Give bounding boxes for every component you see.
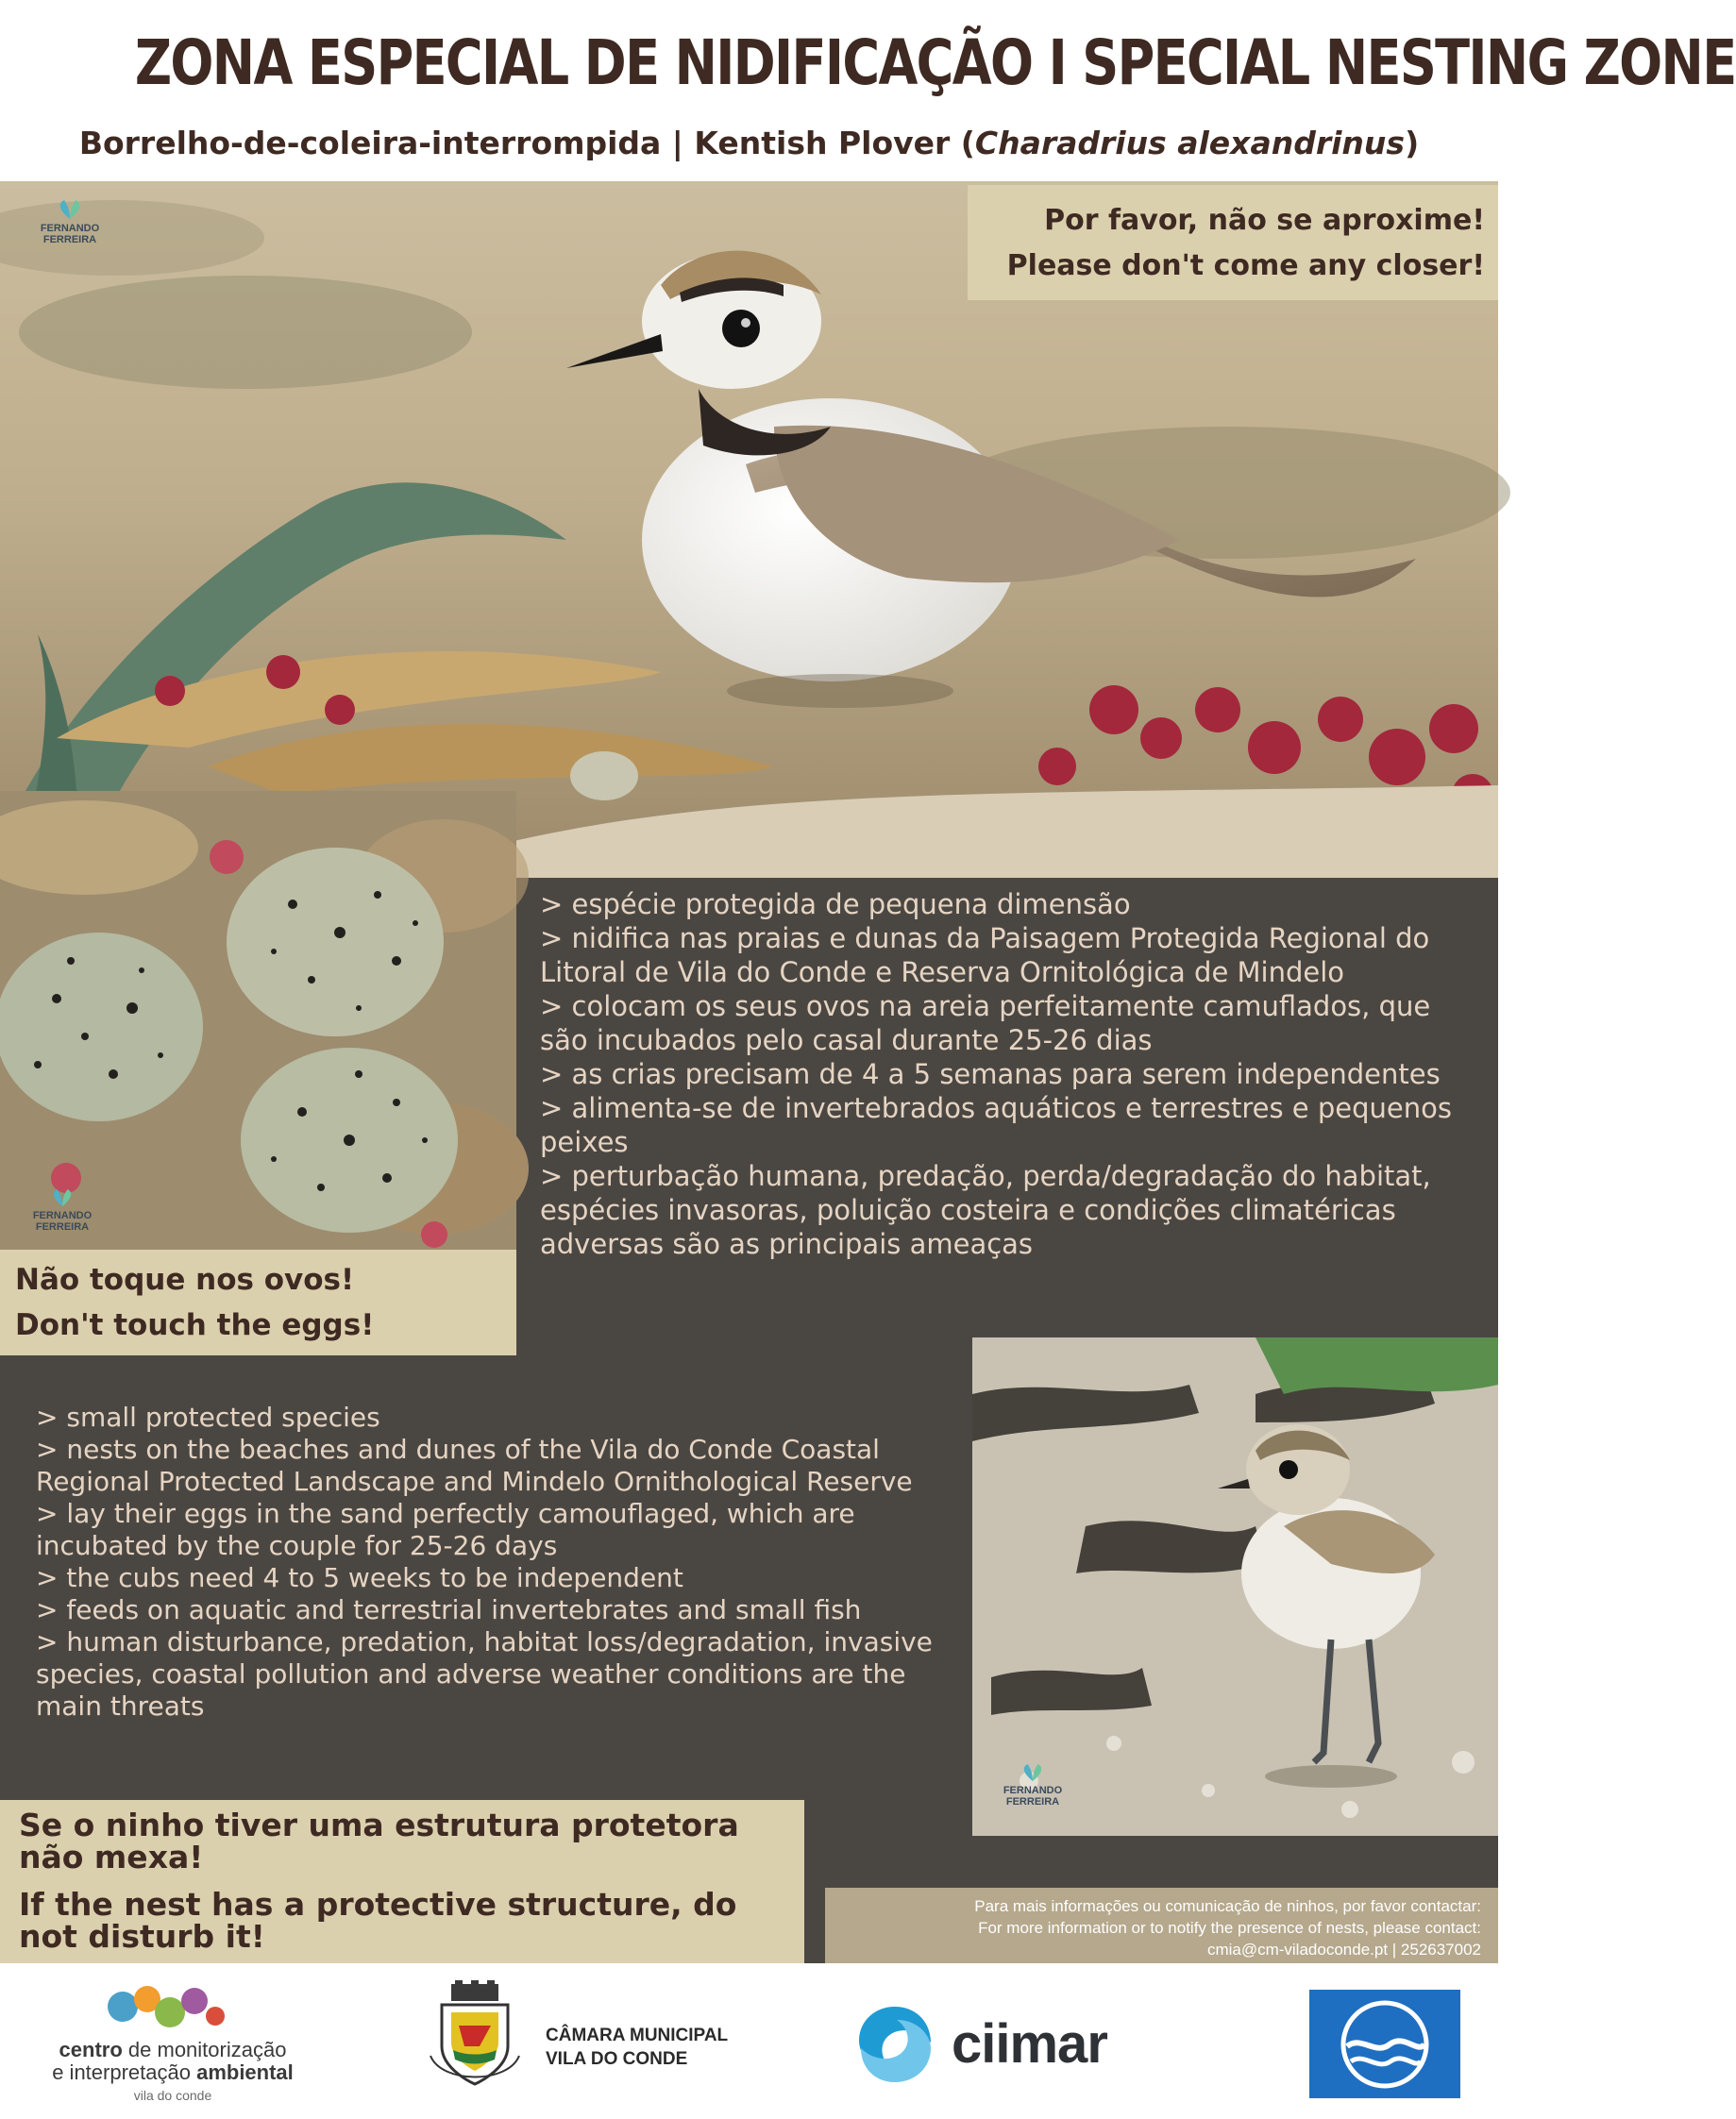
photo-credit-name: FERNANDO FERREIRA (40, 223, 100, 245)
fact-en-item: > nests on the beaches and dunes of the Vila do Conde Coastal Regional Protected Landscape and Mindelo Ornithological Reserve (36, 1434, 913, 1497)
subtitle-en: Kentish Plover ( (694, 125, 975, 161)
chick-photo-credit-name: FERNANDO FERREIRA (1003, 1785, 1063, 1808)
fact-en-item: > lay their eggs in the sand perfectly camouflaged, which are incubated by the couple for 25-26 days (36, 1498, 855, 1561)
eggs-warning-box (0, 1250, 516, 1355)
poster-subtitle (0, 125, 1498, 161)
cmia-name-bold: centro (59, 2038, 123, 2061)
fact-pt-item: > as crias precisam de 4 a 5 semanas para serem independentes (540, 1058, 1441, 1090)
subtitle-scientific-name: Charadrius alexandrinus (974, 125, 1406, 161)
nest-warning-box (0, 1800, 804, 1965)
poster-title: ZONA ESPECIAL DE NIDIFICAÇÃO I SPECIAL NESTING ZONE (134, 26, 1736, 99)
ciimar-logo (850, 1999, 1171, 2094)
camara-name-line2: VILA DO CONDE (546, 2049, 688, 2069)
coat-of-arms-icon (423, 1980, 527, 2094)
eggs-photo (0, 791, 516, 1250)
blue-flag-logo (1309, 1990, 1460, 2098)
cmia-name-line2: e interpretação (52, 2060, 197, 2084)
eggs-photo-credit-name: FERNANDO FERREIRA (32, 1210, 93, 1233)
camara-municipal-logo (423, 1980, 744, 2103)
subtitle-close: ) (1405, 125, 1420, 161)
partner-logos-footer (0, 1963, 1498, 2119)
eggs-warning-en: Don't touch the eggs! (15, 1308, 375, 1342)
approach-warning-pt: Por favor, não se aproxime! (1044, 204, 1485, 237)
approach-warning-box (968, 185, 1498, 300)
eggs-photo-credit (6, 1187, 119, 1233)
approach-warning-en: Please don't come any closer! (1006, 249, 1485, 282)
leaf-logo-icon (51, 198, 89, 221)
fact-pt-item: > nidifica nas praias e dunas da Paisagem Protegida Regional do Litoral de Vila do Conde e Reserva Ornitológica de Mindelo (540, 922, 1430, 988)
contact-line-pt: Para mais informações ou comunicação de ninhos, por favor contactar: (974, 1897, 1481, 1915)
contact-box (825, 1888, 1498, 1963)
fact-en-item: > small protected species (36, 1402, 380, 1433)
facts-english (36, 1402, 942, 1723)
cmia-name-rest: de monitorização (122, 2038, 287, 2061)
cmia-name-line2-bold: ambiental (196, 2060, 294, 2084)
fact-pt-item: > perturbação humana, predação, perda/degradação do habitat, espécies invasoras, poluição costeira e condições climatéricas adversas são as principais ameaças (540, 1160, 1431, 1260)
fact-pt-item: > colocam os seus ovos na areia perfeitamente camuflados, que são incubados pelo casal durante 25-26 dias (540, 990, 1431, 1056)
photo-credit-watermark (13, 198, 126, 245)
chick-photo (972, 1337, 1498, 1836)
poster-header (0, 0, 1736, 181)
cmia-location: vila do conde (133, 2088, 212, 2103)
subtitle-pt: Borrelho-de-coleira-interrompida | (78, 125, 683, 161)
leaf-logo-icon (1016, 1762, 1050, 1783)
camara-name-line1: CÂMARA MUNICIPAL (546, 2026, 729, 2045)
blue-flag-wave-icon (1309, 1990, 1460, 2098)
cmia-logo (28, 1984, 312, 2107)
fact-pt-item: > alimenta-se de invertebrados aquáticos e terrestres e pequenos peixes (540, 1092, 1452, 1158)
ciimar-swirl-icon (850, 1999, 940, 2090)
facts-portuguese (540, 887, 1484, 1261)
cmia-circles-icon (104, 1984, 227, 2037)
fact-en-item: > feeds on aquatic and terrestrial invertebrates and small fish (36, 1594, 862, 1625)
chick-photo-credit (976, 1762, 1089, 1808)
ciimar-wordmark: ciimar (952, 2013, 1107, 2075)
fact-en-item: > human disturbance, predation, habitat loss/degradation, invasive species, coastal pollution and adverse weather conditions are the main threats (36, 1626, 933, 1722)
contact-line-en: For more information or to notify the presence of nests, please contact: (978, 1919, 1481, 1937)
leaf-logo-icon (45, 1187, 79, 1208)
contact-email-phone[interactable]: cmia@cm-viladoconde.pt | 252637002 (1206, 1941, 1481, 1959)
nest-warning-pt: Se o ninho tiver uma estrutura protetora não mexa! (19, 1807, 739, 1875)
eggs-warning-pt: Não toque nos ovos! (15, 1263, 355, 1297)
fact-pt-item: > espécie protegida de pequena dimensão (540, 888, 1131, 920)
nest-warning-en: If the nest has a protective structure, do not disturb it! (19, 1886, 737, 1955)
fact-en-item: > the cubs need 4 to 5 weeks to be independent (36, 1562, 683, 1593)
